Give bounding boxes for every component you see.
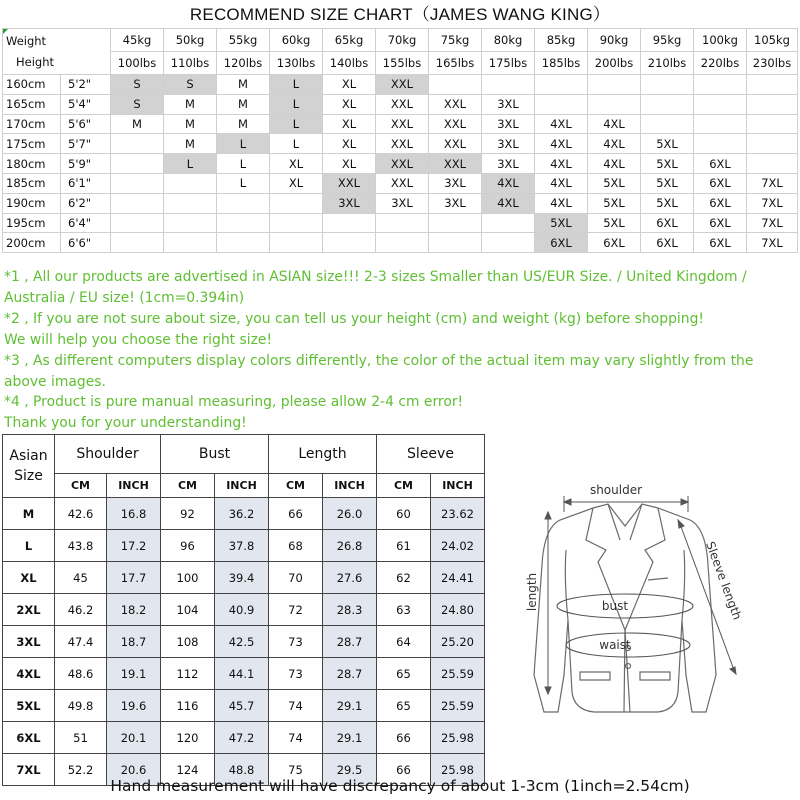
- measure-inch: 26.0: [323, 498, 377, 530]
- size-cell: 7XL: [747, 233, 798, 253]
- measure-inch: 28.7: [323, 658, 377, 690]
- measure-inch: 25.98: [431, 722, 485, 754]
- weight-kg-header: 75kg: [429, 29, 482, 52]
- size-cell: 3XL: [376, 193, 429, 213]
- measure-inch: 20.6: [107, 754, 161, 786]
- height-ft: 5'9": [61, 154, 111, 174]
- size-cell: [164, 233, 217, 253]
- measure-inch: 29.5: [323, 754, 377, 786]
- size-cell: 3XL: [482, 94, 535, 114]
- measure-inch: 47.2: [215, 722, 269, 754]
- size-cell: [111, 213, 164, 233]
- size-cell: 6XL: [694, 193, 747, 213]
- size-cell: 4XL: [482, 193, 535, 213]
- size-cell: 4XL: [535, 193, 588, 213]
- size-name: 7XL: [3, 754, 55, 786]
- measure-inch: 44.1: [215, 658, 269, 690]
- weight-lbs-row: [3, 52, 798, 75]
- size-cell: 5XL: [641, 134, 694, 154]
- note-3: *3 , As different computers display colors differently, the color of the actual item may vary slightly from the above images.: [4, 352, 754, 390]
- size-cell: [535, 94, 588, 114]
- measure-cm: 64: [377, 626, 431, 658]
- measure-inch: 26.8: [323, 530, 377, 562]
- size-cell: 3XL: [482, 114, 535, 134]
- height-cm: 200cm: [3, 233, 61, 253]
- size-label: Size: [14, 468, 43, 484]
- measure-cm: 116: [161, 690, 215, 722]
- height-cm: 160cm: [3, 75, 61, 95]
- height-cm: 180cm: [3, 154, 61, 174]
- measure-inch: 23.62: [431, 498, 485, 530]
- weight-lbs-header: 185lbs: [535, 52, 588, 75]
- measure-inch: 24.41: [431, 562, 485, 594]
- measure-cm: 92: [161, 498, 215, 530]
- size-cell: XXL: [429, 154, 482, 174]
- size-name: L: [3, 530, 55, 562]
- size-cell: S: [164, 75, 217, 95]
- recommend-size-table: [2, 28, 798, 253]
- size-row: [3, 134, 798, 154]
- size-cell: 6XL: [694, 173, 747, 193]
- measure-cm: 66: [269, 498, 323, 530]
- size-cell: L: [217, 134, 270, 154]
- size-cell: [323, 213, 376, 233]
- measure-row: [3, 722, 485, 754]
- size-cell: [535, 75, 588, 95]
- size-row: [3, 75, 798, 95]
- measure-cm: 65: [377, 658, 431, 690]
- measure-inch: 16.8: [107, 498, 161, 530]
- size-cell: 3XL: [482, 154, 535, 174]
- weight-kg-header: 80kg: [482, 29, 535, 52]
- size-cell: 5XL: [641, 173, 694, 193]
- unit-inch: INCH: [107, 474, 161, 498]
- size-cell: [270, 233, 323, 253]
- measure-inch: 36.2: [215, 498, 269, 530]
- weight-lbs-header: 140lbs: [323, 52, 376, 75]
- unit-inch: INCH: [323, 474, 377, 498]
- size-cell: [694, 114, 747, 134]
- size-cell: XXL: [429, 94, 482, 114]
- weight-lbs-header: 110lbs: [164, 52, 217, 75]
- size-cell: 4XL: [588, 134, 641, 154]
- height-cm: 175cm: [3, 134, 61, 154]
- measure-inch: 17.7: [107, 562, 161, 594]
- height-cm: 185cm: [3, 173, 61, 193]
- waist-label: waist: [599, 638, 631, 652]
- size-cell: XXL: [376, 94, 429, 114]
- size-cell: 4XL: [535, 134, 588, 154]
- size-cell: 7XL: [747, 213, 798, 233]
- measure-cm: 124: [161, 754, 215, 786]
- weight-kg-header: 105kg: [747, 29, 798, 52]
- weight-kg-header: 90kg: [588, 29, 641, 52]
- height-ft: 6'2": [61, 193, 111, 213]
- measure-cm: 108: [161, 626, 215, 658]
- size-cell: XL: [270, 154, 323, 174]
- size-cell: 6XL: [641, 233, 694, 253]
- measure-cm: 112: [161, 658, 215, 690]
- size-cell: 5XL: [641, 154, 694, 174]
- size-cell: [588, 94, 641, 114]
- size-cell: [641, 94, 694, 114]
- size-cell: 6XL: [694, 154, 747, 174]
- measure-cm: 63: [377, 594, 431, 626]
- measure-row: [3, 626, 485, 658]
- weight-kg-header: 70kg: [376, 29, 429, 52]
- size-cell: XL: [323, 154, 376, 174]
- bust-header: Bust: [161, 435, 269, 474]
- weight-kg-header: 45kg: [111, 29, 164, 52]
- size-name: XL: [3, 562, 55, 594]
- height-ft: 5'2": [61, 75, 111, 95]
- measure-inch: 45.7: [215, 690, 269, 722]
- size-cell: 4XL: [588, 114, 641, 134]
- size-cell: 7XL: [747, 193, 798, 213]
- measurement-table: [2, 434, 485, 786]
- height-ft: 5'6": [61, 114, 111, 134]
- size-cell: 3XL: [323, 193, 376, 213]
- measure-cm: 48.6: [55, 658, 107, 690]
- measure-row: [3, 690, 485, 722]
- measure-cm: 104: [161, 594, 215, 626]
- measure-inch: 24.80: [431, 594, 485, 626]
- measure-inch: 48.8: [215, 754, 269, 786]
- size-cell: [111, 154, 164, 174]
- size-cell: [641, 75, 694, 95]
- size-cell: [747, 154, 798, 174]
- size-name: 6XL: [3, 722, 55, 754]
- weight-kg-header: 95kg: [641, 29, 694, 52]
- measure-row: [3, 594, 485, 626]
- unit-inch: INCH: [431, 474, 485, 498]
- size-cell: XXL: [429, 114, 482, 134]
- measure-inch: 25.20: [431, 626, 485, 658]
- measure-inch: 25.59: [431, 658, 485, 690]
- measure-inch: 29.1: [323, 690, 377, 722]
- measure-cm: 75: [269, 754, 323, 786]
- note-1: *1 , All our products are advertised in ASIAN size!!! 2-3 sizes Smaller than US/EUR Size. / United Kingdom / Australia / EU size! (1cm=0.394in): [4, 269, 747, 306]
- height-cm: 190cm: [3, 193, 61, 213]
- measure-cm: 66: [377, 754, 431, 786]
- chart-title: RECOMMEND SIZE CHART（JAMES WANG KING）: [189, 5, 611, 24]
- weight-lbs-header: 175lbs: [482, 52, 535, 75]
- size-cell: [747, 94, 798, 114]
- size-cell: [747, 75, 798, 95]
- measure-cm: 96: [161, 530, 215, 562]
- size-cell: 5XL: [588, 173, 641, 193]
- height-cm: 195cm: [3, 213, 61, 233]
- height-ft: 6'4": [61, 213, 111, 233]
- measure-row: [3, 658, 485, 690]
- size-cell: [270, 193, 323, 213]
- measure-inch: 39.4: [215, 562, 269, 594]
- shoulder-header: Shoulder: [55, 435, 161, 474]
- size-cell: M: [164, 134, 217, 154]
- size-row: [3, 173, 798, 193]
- size-cell: [482, 233, 535, 253]
- size-cell: L: [270, 134, 323, 154]
- size-cell: 5XL: [641, 193, 694, 213]
- size-cell: 4XL: [535, 114, 588, 134]
- height-cm: 165cm: [3, 94, 61, 114]
- size-cell: XXL: [376, 134, 429, 154]
- size-cell: S: [111, 75, 164, 95]
- measure-cm: 42.6: [55, 498, 107, 530]
- size-cell: [111, 233, 164, 253]
- asian-label: Asian: [9, 448, 48, 464]
- size-cell: [429, 213, 482, 233]
- footer-note: Hand measurement will have discrepancy of about 1-3cm (1inch=2.54cm): [110, 777, 690, 795]
- measure-cm: 43.8: [55, 530, 107, 562]
- note-thanks: Thank you for your understanding!: [4, 415, 247, 432]
- measure-unit-header: [3, 474, 485, 498]
- height-ft: 5'7": [61, 134, 111, 154]
- weight-kg-row: [3, 29, 798, 52]
- measure-row: [3, 498, 485, 530]
- size-cell: XXL: [376, 114, 429, 134]
- measure-row: [3, 562, 485, 594]
- measure-inch: 29.1: [323, 722, 377, 754]
- unit-inch: INCH: [215, 474, 269, 498]
- measure-cm: 70: [269, 562, 323, 594]
- size-cell: M: [217, 114, 270, 134]
- size-cell: M: [217, 94, 270, 114]
- size-cell: [111, 173, 164, 193]
- measure-cm: 51: [55, 722, 107, 754]
- size-cell: XL: [323, 94, 376, 114]
- size-cell: [482, 213, 535, 233]
- size-name: M: [3, 498, 55, 530]
- size-cell: XXL: [376, 154, 429, 174]
- size-cell: 7XL: [747, 173, 798, 193]
- weight-kg-header: 85kg: [535, 29, 588, 52]
- unit-cm: CM: [269, 474, 323, 498]
- size-cell: XL: [323, 75, 376, 95]
- size-cell: 4XL: [482, 173, 535, 193]
- weight-kg-header: 100kg: [694, 29, 747, 52]
- size-cell: 4XL: [535, 173, 588, 193]
- weight-kg-header: 60kg: [270, 29, 323, 52]
- measure-inch: 24.02: [431, 530, 485, 562]
- size-cell: [747, 114, 798, 134]
- measure-cm: 74: [269, 722, 323, 754]
- size-cell: [217, 233, 270, 253]
- jacket-measurement-diagram: [498, 470, 746, 762]
- size-cell: M: [111, 114, 164, 134]
- size-cell: XXL: [376, 173, 429, 193]
- size-cell: 4XL: [535, 154, 588, 174]
- weight-lbs-header: 130lbs: [270, 52, 323, 75]
- size-cell: S: [111, 94, 164, 114]
- measure-cm: 61: [377, 530, 431, 562]
- measure-cm: 49.8: [55, 690, 107, 722]
- size-cell: 6XL: [694, 213, 747, 233]
- height-ft: 6'6": [61, 233, 111, 253]
- size-cell: [111, 193, 164, 213]
- size-name: 5XL: [3, 690, 55, 722]
- size-cell: XL: [323, 114, 376, 134]
- measure-cm: 73: [269, 626, 323, 658]
- size-cell: [376, 233, 429, 253]
- size-cell: [588, 75, 641, 95]
- size-cell: 3XL: [429, 193, 482, 213]
- size-name: 2XL: [3, 594, 55, 626]
- measure-cm: 65: [377, 690, 431, 722]
- measure-cm: 47.4: [55, 626, 107, 658]
- shoulder-label: shoulder: [589, 483, 643, 497]
- weight-corner-label: Weight: [6, 34, 47, 48]
- size-cell: L: [270, 94, 323, 114]
- size-cell: [482, 75, 535, 95]
- size-cell: [376, 213, 429, 233]
- height-corner-label: Height: [16, 55, 55, 69]
- size-cell: [217, 193, 270, 213]
- size-cell: L: [217, 173, 270, 193]
- size-cell: L: [164, 154, 217, 174]
- weight-kg-header: 55kg: [217, 29, 270, 52]
- weight-lbs-header: 230lbs: [747, 52, 798, 75]
- height-ft: 5'4": [61, 94, 111, 114]
- weight-kg-header: 65kg: [323, 29, 376, 52]
- size-cell: 3XL: [482, 134, 535, 154]
- note-2-cont: We will help you choose the right size!: [4, 331, 273, 348]
- size-cell: 6XL: [535, 233, 588, 253]
- size-cell: [111, 134, 164, 154]
- size-cell: 5XL: [588, 213, 641, 233]
- weight-lbs-header: 200lbs: [588, 52, 641, 75]
- size-cell: L: [270, 114, 323, 134]
- height-cm: 170cm: [3, 114, 61, 134]
- measure-cm: 62: [377, 562, 431, 594]
- weight-lbs-header: 120lbs: [217, 52, 270, 75]
- measure-cm: 120: [161, 722, 215, 754]
- size-cell: XXL: [429, 134, 482, 154]
- measure-inch: 18.7: [107, 626, 161, 658]
- measure-inch: 27.6: [323, 562, 377, 594]
- measure-inch: 17.2: [107, 530, 161, 562]
- size-cell: [164, 193, 217, 213]
- measure-cm: 60: [377, 498, 431, 530]
- measure-cm: 68: [269, 530, 323, 562]
- weight-lbs-header: 210lbs: [641, 52, 694, 75]
- size-cell: [429, 75, 482, 95]
- measure-inch: 18.2: [107, 594, 161, 626]
- size-cell: [164, 213, 217, 233]
- size-cell: 6XL: [694, 233, 747, 253]
- measure-inch: 37.8: [215, 530, 269, 562]
- note-4: *4 , Product is pure manual measuring, please allow 2-4 cm error!: [4, 394, 464, 411]
- size-cell: [641, 114, 694, 134]
- weight-lbs-header: 155lbs: [376, 52, 429, 75]
- size-cell: XL: [270, 173, 323, 193]
- measure-group-header: [3, 435, 485, 474]
- size-cell: L: [217, 154, 270, 174]
- size-cell: 6XL: [641, 213, 694, 233]
- size-name: 3XL: [3, 626, 55, 658]
- size-cell: XL: [323, 134, 376, 154]
- weight-lbs-header: 220lbs: [694, 52, 747, 75]
- measure-inch: 25.59: [431, 690, 485, 722]
- measure-row: [3, 530, 485, 562]
- size-cell: XXL: [323, 173, 376, 193]
- size-cell: [747, 134, 798, 154]
- unit-cm: CM: [55, 474, 107, 498]
- unit-cm: CM: [377, 474, 431, 498]
- size-cell: 5XL: [588, 193, 641, 213]
- unit-cm: CM: [161, 474, 215, 498]
- bust-label: bust: [601, 599, 629, 613]
- measure-inch: 42.5: [215, 626, 269, 658]
- asian-size-header: [3, 435, 55, 498]
- weight-lbs-header: 100lbs: [111, 52, 164, 75]
- measure-cm: 46.2: [55, 594, 107, 626]
- size-cell: [164, 173, 217, 193]
- size-cell: [217, 213, 270, 233]
- size-cell: [429, 233, 482, 253]
- size-notes: [4, 267, 796, 434]
- measure-cm: 45: [55, 562, 107, 594]
- size-cell: XXL: [376, 75, 429, 95]
- measure-inch: 25.98: [431, 754, 485, 786]
- weight-lbs-header: 165lbs: [429, 52, 482, 75]
- size-cell: 4XL: [588, 154, 641, 174]
- measure-inch: 28.7: [323, 626, 377, 658]
- size-cell: 3XL: [429, 173, 482, 193]
- size-name: 4XL: [3, 658, 55, 690]
- size-row: [3, 114, 798, 134]
- size-row: [3, 154, 798, 174]
- size-row: [3, 233, 798, 253]
- length-header: Length: [269, 435, 377, 474]
- measure-cm: 66: [377, 722, 431, 754]
- size-cell: [270, 213, 323, 233]
- length-label: length: [525, 572, 539, 612]
- measure-cm: 52.2: [55, 754, 107, 786]
- size-cell: L: [270, 75, 323, 95]
- size-cell: 5XL: [535, 213, 588, 233]
- size-row: [3, 213, 798, 233]
- measure-cm: 100: [161, 562, 215, 594]
- sleeve-length-label: Sleeve length: [703, 539, 745, 622]
- measure-cm: 73: [269, 658, 323, 690]
- measure-inch: 19.6: [107, 690, 161, 722]
- sleeve-header: Sleeve: [377, 435, 485, 474]
- height-ft: 6'1": [61, 173, 111, 193]
- weight-kg-header: 50kg: [164, 29, 217, 52]
- note-2: *2 , If you are not sure about size, you can tell us your height (cm) and weight (kg) before shopping!: [4, 310, 704, 327]
- measure-cm: 72: [269, 594, 323, 626]
- size-cell: M: [164, 94, 217, 114]
- measure-inch: 28.3: [323, 594, 377, 626]
- measure-inch: 19.1: [107, 658, 161, 690]
- measure-inch: 40.9: [215, 594, 269, 626]
- size-cell: [323, 233, 376, 253]
- size-row: [3, 94, 798, 114]
- size-cell: M: [164, 114, 217, 134]
- size-cell: 6XL: [588, 233, 641, 253]
- size-cell: [694, 134, 747, 154]
- size-cell: [694, 75, 747, 95]
- size-row: [3, 193, 798, 213]
- measure-inch: 20.1: [107, 722, 161, 754]
- size-cell: M: [217, 75, 270, 95]
- weight-height-corner: [3, 29, 111, 75]
- size-cell: [694, 94, 747, 114]
- measure-cm: 74: [269, 690, 323, 722]
